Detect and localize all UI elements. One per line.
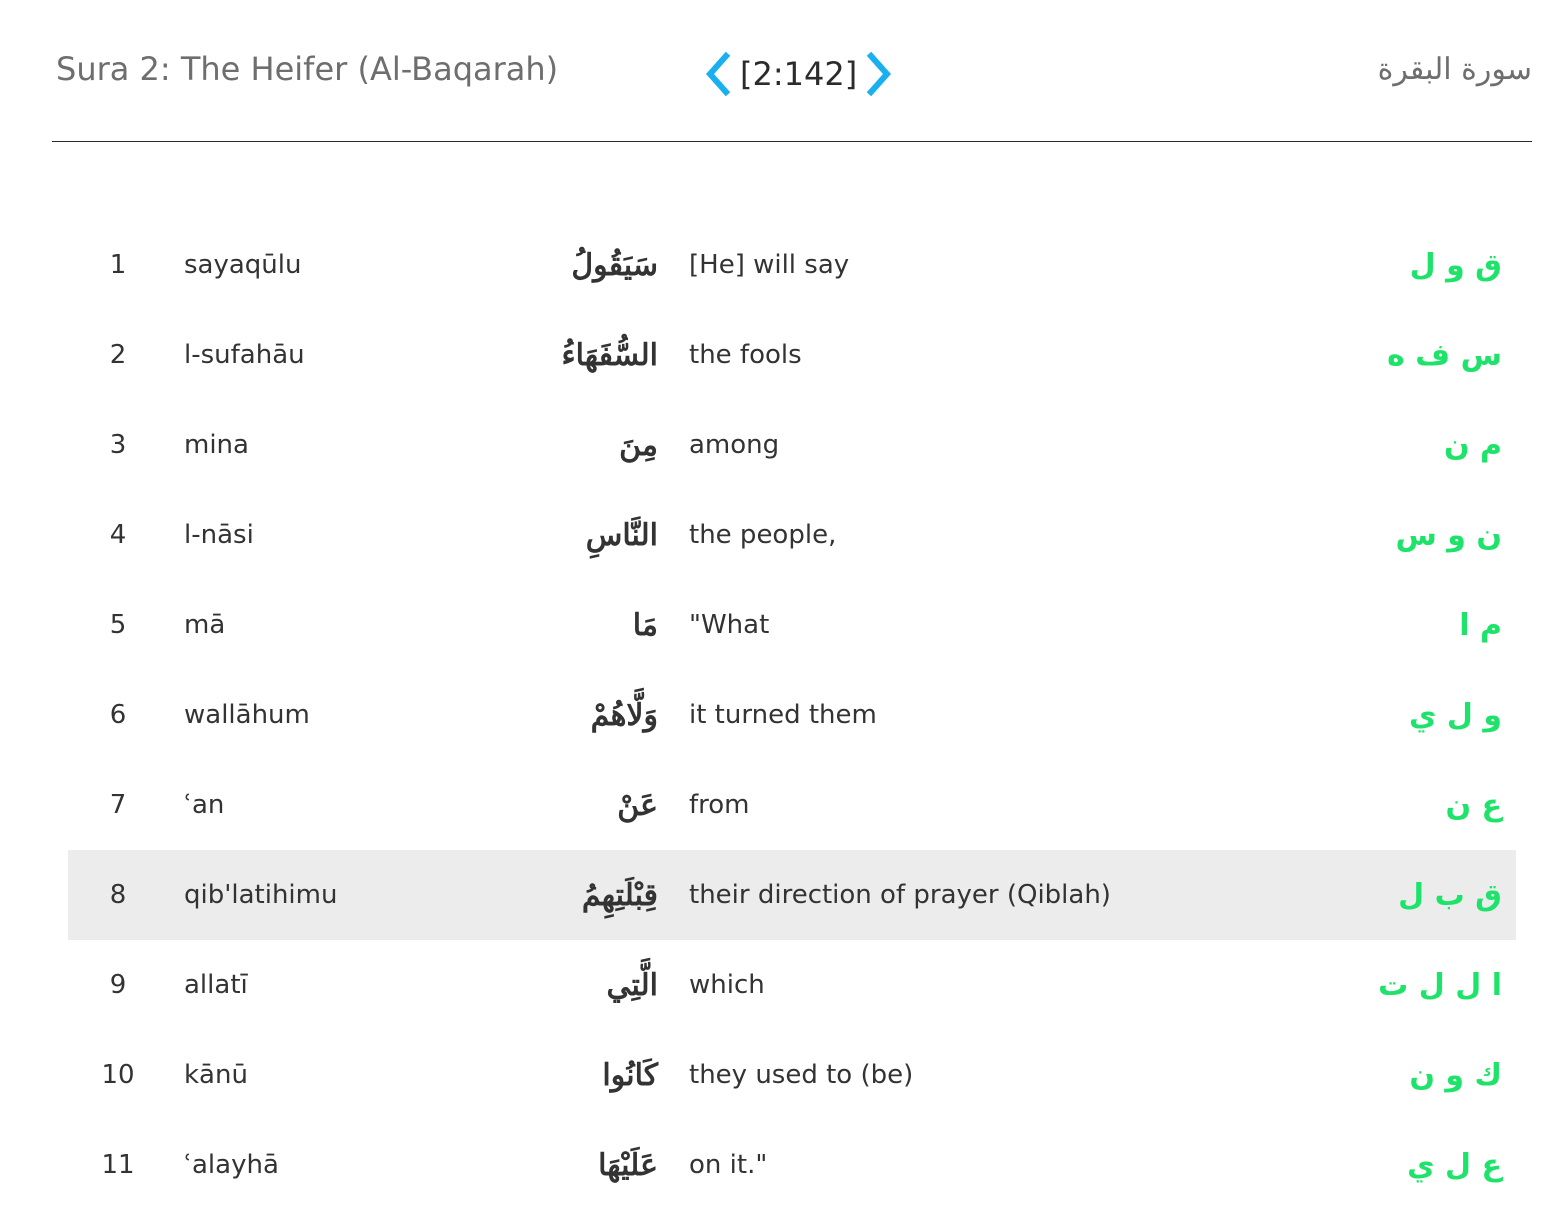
word-number: 8 (109, 880, 127, 910)
word-number: 11 (101, 1150, 135, 1180)
word-translation: "What (689, 610, 770, 640)
word-transliteration: kānū (184, 1060, 248, 1090)
word-arabic: النَّاسِ (585, 517, 658, 553)
word-row[interactable] (68, 580, 1516, 670)
word-translation: which (689, 970, 765, 1000)
word-translation: they used to (be) (689, 1060, 914, 1090)
word-translation: [He] will say (689, 250, 850, 280)
word-row[interactable] (68, 850, 1516, 940)
word-root[interactable]: ق ب ل (1398, 877, 1502, 913)
word-translation: on it." (689, 1150, 768, 1180)
word-transliteration: ʿan (184, 790, 225, 820)
header-divider (52, 141, 1532, 142)
word-row[interactable] (68, 490, 1516, 580)
word-root[interactable]: و ل ي (1408, 697, 1502, 733)
word-root[interactable]: ع ل ي (1407, 1147, 1502, 1183)
word-number: 7 (109, 790, 127, 820)
word-transliteration: mina (184, 430, 249, 460)
word-row[interactable] (68, 940, 1516, 1030)
word-transliteration: wallāhum (184, 700, 310, 730)
word-arabic: مِنَ (619, 427, 658, 463)
word-transliteration: sayaqūlu (184, 250, 302, 280)
verse-reference: [2:142] (740, 55, 858, 93)
word-transliteration: mā (184, 610, 226, 640)
word-row[interactable] (68, 1120, 1516, 1210)
sura-arabic-title: سورة البقرة (1377, 52, 1532, 87)
word-root[interactable]: ع ن (1445, 787, 1502, 823)
word-translation: among (689, 430, 780, 460)
chevron-right-icon[interactable] (863, 50, 897, 98)
word-number: 4 (109, 520, 127, 550)
word-transliteration: l-nāsi (184, 520, 254, 550)
word-arabic: كَانُوا (602, 1057, 658, 1093)
word-row[interactable] (68, 760, 1516, 850)
word-arabic: وَلَّاهُمْ (590, 697, 658, 733)
word-transliteration: qib'latihimu (184, 880, 338, 910)
word-number: 9 (109, 970, 127, 1000)
sura-title: Sura 2: The Heifer (Al-Baqarah) (56, 50, 559, 88)
word-arabic: الَّتِي (606, 967, 658, 1003)
word-number: 5 (109, 610, 127, 640)
word-root[interactable]: ك و ن (1409, 1057, 1502, 1093)
word-root[interactable]: ا ل ل ت (1378, 967, 1502, 1003)
word-root[interactable]: ن و س (1395, 517, 1502, 553)
header (0, 0, 1566, 143)
word-number: 10 (101, 1060, 135, 1090)
chevron-left-icon[interactable] (700, 50, 734, 98)
word-row[interactable] (68, 670, 1516, 760)
word-row[interactable] (68, 310, 1516, 400)
word-row[interactable] (68, 220, 1516, 310)
word-root[interactable]: م ن (1443, 427, 1502, 463)
word-arabic: عَلَيْهَا (598, 1147, 658, 1183)
word-arabic: سَيَقُولُ (571, 247, 658, 283)
word-row[interactable] (68, 1030, 1516, 1120)
word-arabic: عَنْ (617, 787, 658, 823)
word-by-word-table (68, 220, 1516, 1210)
word-arabic: مَا (632, 607, 658, 643)
word-translation: from (689, 790, 750, 820)
word-translation: the fools (689, 340, 802, 370)
word-root[interactable]: س ف ه (1387, 337, 1502, 373)
word-translation: their direction of prayer (Qiblah) (689, 880, 1111, 910)
word-transliteration: ʿalayhā (184, 1150, 279, 1180)
word-translation: the people, (689, 520, 837, 550)
word-number: 2 (109, 340, 127, 370)
word-transliteration: l-sufahāu (184, 340, 305, 370)
word-row[interactable] (68, 400, 1516, 490)
verse-navigation (700, 50, 897, 98)
word-arabic: السُّفَهَاءُ (561, 337, 658, 373)
word-number: 6 (109, 700, 127, 730)
word-transliteration: allatī (184, 970, 248, 1000)
word-number: 3 (109, 430, 127, 460)
word-number: 1 (109, 250, 127, 280)
word-root[interactable]: ق و ل (1409, 247, 1502, 283)
word-arabic: قِبْلَتِهِمُ (581, 877, 658, 913)
word-root[interactable]: م ا (1459, 607, 1502, 643)
word-translation: it turned them (689, 700, 877, 730)
